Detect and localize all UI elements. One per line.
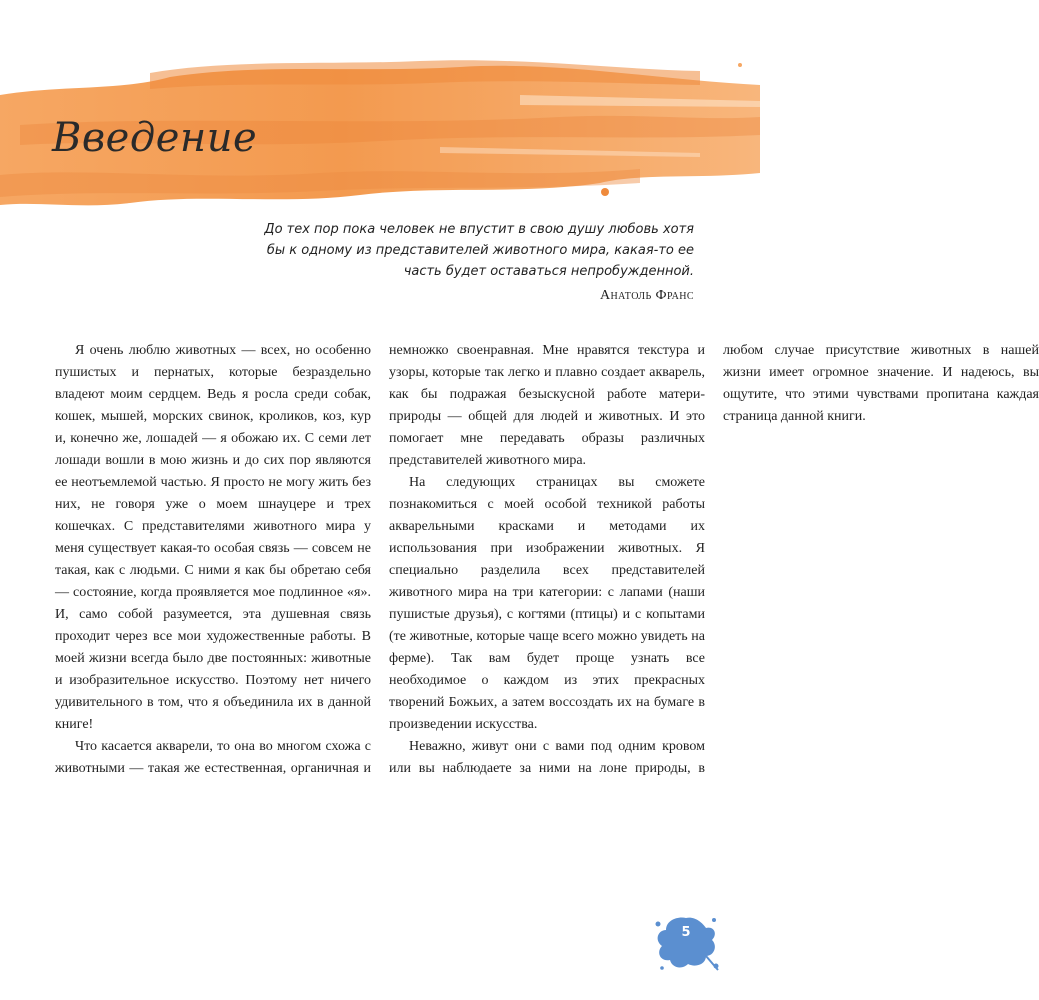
body-paragraph: Что касается акварели, то она во многом схожа с животными — такая же естественная, органичная и немножко своенравная. Мне нравятся текстура и узоры, которые так легко и плавно создает акварель, как бы подражая безыскусной работе матери-природы — общей для людей и животных. И это помогает мне передавать образы различных представителей животного мира. [55,343,705,776]
page-number: 5 [681,925,691,940]
epigraph-author: Анатоль Франс [599,288,694,303]
epigraph [264,219,694,304]
page-title: Введение [52,115,258,161]
epigraph-quote: До тех пор пока человек не впустит в свою душу любовь хотя бы к одному из представителей животного мира, какая-то ее часть будет оставаться непробужденной. [264,222,694,279]
body-text [55,340,1039,780]
paint-splash-badge [652,912,720,972]
body-paragraph: На следующих страницах вы сможете познакомиться с моей особой техникой работы акварельными красками и методами их использования при изображении животных. Я специально разделила всех представителей животного мира на три категории: с лапами (наши пушистые друзья), с когтями (птицы) и с копытами (те животные, которые чаще всего можно увидеть на ферме). Так вам будет проще узнать все необходимое о каждом из этих прекрасных творений Божьих, а затем воссоздать их на бумаге в произведении искусства. [389,475,705,732]
body-paragraph: Я очень люблю животных — всех, но особенно пушистых и пернатых, которые безраздельно владеют моим сердцем. Ведь я росла среди собак, кошек, мышей, морских свинок, кроликов, коз, кур и, конечно же, лошадей — я обожаю их. С семи лет лошади вошли в мою жизнь и до сих пор являются ее неотъемлемой частью. Я просто не могу жить без них, не говоря уже о моем шнауцере и трех кошечках. С представителями животного мира у меня существует какая-то особая связь — совсем не такая, как с людьми. С ними я как бы обретаю себя — состояние, когда проявляется мое подлинное «я». И, само собой разумеется, эта душевная связь проходит через все мои художественные работы. В моей жизни всегда было две постоянных: животные и изобразительное искусство. Поэтому нет ничего удивительного в том, что я объединила их в данной книге! [55,343,371,732]
body-paragraph: Неважно, живут они с вами под одним кровом или вы наблюдаете за ними на лоне природы, в любом случае присутствие животных в нашей жизни имеет огромное значение. И надеюсь, вы ощутите, что этими чувствами пропитана каждая страница данной книги. [389,343,1039,776]
